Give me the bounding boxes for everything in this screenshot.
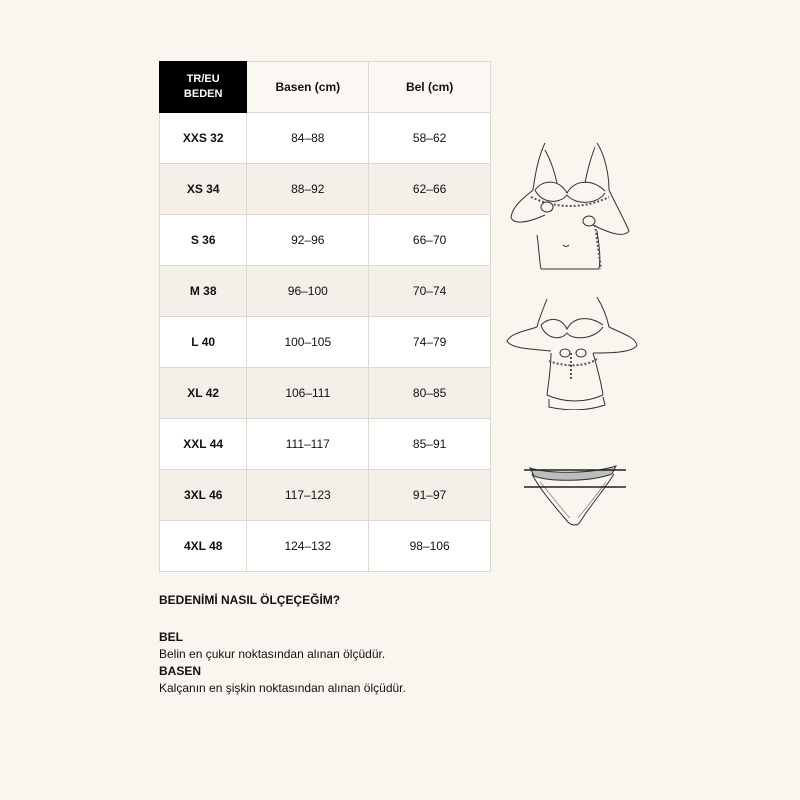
hip-cell: 124–132	[247, 521, 369, 572]
waist-cell: 91–97	[369, 470, 491, 521]
waist-column-header: Bel (cm)	[369, 62, 491, 113]
table-row	[160, 164, 491, 215]
waist-cell: 58–62	[369, 113, 491, 164]
size-cell: XL 42	[160, 368, 247, 419]
size-cell: XXL 44	[160, 419, 247, 470]
size-cell: XS 34	[160, 164, 247, 215]
size-cell: 3XL 46	[160, 470, 247, 521]
table-row	[160, 368, 491, 419]
hip-cell: 92–96	[247, 215, 369, 266]
bikini-bottom-illustration	[520, 460, 630, 530]
waist-description: Belin en çukur noktasından alınan ölçüdür.	[159, 647, 386, 661]
size-chart-table	[159, 61, 491, 572]
table-row	[160, 521, 491, 572]
waist-measure-illustration	[505, 295, 645, 410]
table-row	[160, 419, 491, 470]
hip-cell: 117–123	[247, 470, 369, 521]
size-cell: S 36	[160, 215, 247, 266]
size-cell: L 40	[160, 317, 247, 368]
hip-cell: 100–105	[247, 317, 369, 368]
bust-measure-illustration	[505, 135, 635, 275]
waist-cell: 62–66	[369, 164, 491, 215]
size-cell: 4XL 48	[160, 521, 247, 572]
waist-cell: 80–85	[369, 368, 491, 419]
waist-cell: 85–91	[369, 419, 491, 470]
table-header-row	[160, 62, 491, 113]
hip-cell: 106–111	[247, 368, 369, 419]
measurement-guide	[159, 592, 579, 697]
hip-cell: 84–88	[247, 113, 369, 164]
hip-column-header: Basen (cm)	[247, 62, 369, 113]
size-header-line2: BEDEN	[183, 88, 223, 100]
waist-cell: 70–74	[369, 266, 491, 317]
hip-cell: 111–117	[247, 419, 369, 470]
hip-cell: 88–92	[247, 164, 369, 215]
size-cell: M 38	[160, 266, 247, 317]
hip-title: BASEN	[159, 664, 202, 678]
size-header-line1: TR/EU	[186, 73, 220, 85]
size-cell: XXS 32	[160, 113, 247, 164]
waist-cell: 66–70	[369, 215, 491, 266]
waist-title: BEL	[159, 630, 183, 644]
hip-description: Kalçanın en şişkin noktasından alınan ölçüdür.	[159, 681, 406, 695]
table-row	[160, 266, 491, 317]
size-column-header	[160, 62, 247, 113]
table-row	[160, 317, 491, 368]
waist-cell: 74–79	[369, 317, 491, 368]
guide-question: BEDENİMİ NASIL ÖLÇEÇEĞİM?	[159, 593, 341, 607]
table-row	[160, 470, 491, 521]
waist-cell: 98–106	[369, 521, 491, 572]
hip-cell: 96–100	[247, 266, 369, 317]
table-row	[160, 215, 491, 266]
table-row	[160, 113, 491, 164]
